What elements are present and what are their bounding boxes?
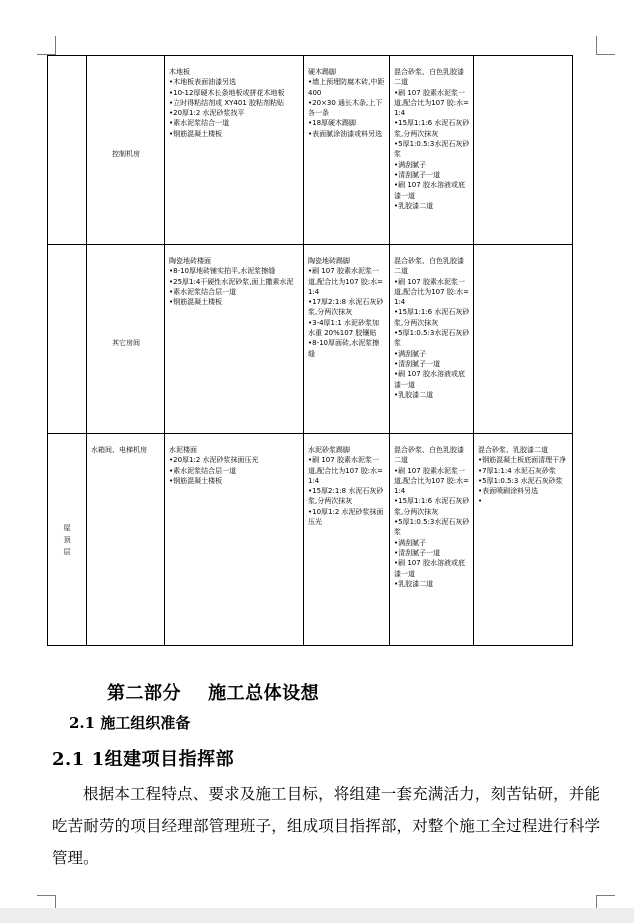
cell-line: •17厚2:1:8 水泥石灰砂浆,分两次抹灰	[308, 298, 384, 317]
cell-line: •刷 107 胶素水泥浆一道,配合比为107 胶:水=1:4	[394, 466, 470, 496]
table-row	[48, 56, 573, 245]
subsection-heading: 2.1 1组建项目指挥部	[52, 749, 235, 770]
cell-line: 混合砂浆、乳胶漆二道	[478, 446, 548, 454]
cell-line: •10-12厚硬木长条地板或拼花木地板	[169, 88, 285, 97]
wall-finish-cell	[390, 56, 474, 245]
room-cell: 控制机房	[87, 56, 165, 245]
cell-line: •5厚1:0.5:3水泥石灰砂浆	[394, 518, 470, 537]
table-row	[48, 245, 573, 434]
cell-line: •8-10厚面砖,水泥浆擦缝	[308, 339, 380, 358]
section-heading: 2.1 施工组织准备	[69, 714, 191, 732]
cell-line: 陶瓷地砖楼面	[169, 257, 211, 265]
ceiling-cell	[474, 245, 573, 434]
cell-line: •表面腻涂油漆或料另选	[308, 129, 383, 138]
floor-label-char: 顶	[63, 535, 71, 544]
cell-line: •清刮腻子一道	[394, 548, 441, 557]
room-cell: 其它房间	[87, 245, 165, 434]
skirting-cell	[304, 434, 390, 646]
cell-line: •15厚2:1:8 水泥石灰砂浆,分两次抹灰	[308, 487, 384, 506]
ceiling-cell	[474, 434, 573, 646]
body-paragraph: 根据本工程特点、要求及施工目标，将组建一套充满活力，刻苦钻研，并能吃苦耐劳的项目经理部管理班子，组成项目指挥部，对整个施工全过程进行科学管理。	[52, 785, 600, 867]
cell-line: •木地板表面油漆另选	[169, 78, 237, 87]
finish-spec-table	[47, 55, 573, 646]
cell-line: 混合砂浆、白色乳胶漆二道	[394, 446, 464, 465]
cell-line: •刷 107 胶水溶液或底漆一道	[394, 559, 465, 578]
wall-finish-cell	[390, 245, 474, 434]
page-bottom-band	[0, 908, 634, 923]
cell-line: •满刮腻子	[394, 538, 427, 547]
floor-finish-cell	[165, 56, 304, 245]
cell-line: •20厚1:2 水泥砂浆抹面压光	[169, 456, 259, 465]
cell-line: •20厚1:2 水泥砂浆找平	[169, 109, 245, 118]
cell-line: •15厚1:1:6 水泥石灰砂浆,分两次抹灰	[394, 497, 470, 516]
cell-line: •满刮腻子	[394, 160, 427, 169]
cell-line: •清刮腻子一道	[394, 170, 441, 179]
cell-line: •	[478, 497, 483, 506]
cell-line: •乳胶漆二道	[394, 201, 434, 210]
table-row	[48, 434, 573, 646]
cell-line: •25厚1:4干硬性水泥砂浆,面上撒素水泥	[169, 277, 294, 286]
cell-line: •5厚1:0.5:3水泥石灰砂浆	[394, 140, 470, 159]
cell-line: •乳胶漆二道	[394, 579, 434, 588]
cell-line: •15厚1:1:6 水泥石灰砂浆,分两次抹灰	[394, 308, 470, 327]
cell-line: 水泥砂浆踢脚	[308, 446, 350, 454]
cell-line: 硬木踢脚	[308, 68, 336, 76]
floor-cell	[48, 434, 87, 646]
cell-line: •刷 107 胶素水泥浆一道,配合比为107 胶:水=1:4	[394, 277, 470, 307]
cell-line: •10厚1:2 水泥砂浆抹面压光	[308, 507, 384, 527]
cell-line: •钢筋混凝土板底面清理干净	[478, 456, 567, 465]
cell-line: •素水泥浆结合层一道	[169, 466, 237, 475]
cell-line: •5厚1:0.5:3水泥石灰砂浆	[394, 329, 470, 348]
cell-line: 水泥楼面	[169, 446, 197, 454]
floor-label-char: 屋	[63, 523, 71, 532]
cell-line: •钢筋混凝土楼板	[169, 129, 223, 138]
cell-line: •3-4厚1:1 水泥砂浆加水重 20%107 胶镶贴	[308, 318, 380, 338]
ceiling-cell	[474, 56, 573, 245]
floor-cell	[48, 245, 87, 434]
cell-line: •20×30 通长木条,上下各一条	[308, 98, 383, 118]
cell-line: •素水泥浆结合层一道	[169, 287, 237, 296]
cell-line: •表面喷刷涂料另选	[478, 487, 539, 496]
cell-line: •立时得粘结剂或 XY401 胶粘剂粘贴	[169, 98, 285, 107]
cell-line: •满刮腻子	[394, 349, 427, 358]
floor-finish-cell	[165, 245, 304, 434]
cell-line: 混合砂浆、白色乳胶漆二道	[394, 68, 464, 87]
skirting-cell	[304, 56, 390, 245]
cell-line: •钢筋混凝土楼板	[169, 476, 223, 485]
crop-mark-top-right	[596, 36, 615, 55]
cell-line: 陶瓷地砖踢脚	[308, 257, 350, 265]
cell-line: •钢筋混凝土楼板	[169, 298, 223, 307]
cell-line: •清刮腻子一道	[394, 359, 441, 368]
room-cell: 水箱间、电梯机房	[87, 434, 165, 646]
crop-mark-top-left	[37, 36, 56, 55]
wall-finish-cell	[390, 434, 474, 646]
cell-line: •刷 107 胶水溶液或底漆一道	[394, 370, 465, 389]
floor-label-char: 层	[63, 547, 71, 556]
part-heading: 第二部分 施工总体设想	[107, 683, 320, 704]
floor-cell	[48, 56, 87, 245]
cell-line: •墙上预埋防腐木砖,中距 400	[308, 78, 387, 97]
cell-line: •素水泥浆结合一道	[169, 119, 230, 128]
cell-line: •乳胶漆二道	[394, 390, 434, 399]
cell-line: •刷 107 胶素水泥浆一道,配合比为107 胶:水=1:4	[394, 88, 470, 118]
cell-line: •刷 107 胶水溶液或底漆一道	[394, 181, 465, 200]
cell-line: •7厚1:1:4 水泥石灰砂浆	[478, 466, 556, 475]
skirting-cell	[304, 245, 390, 434]
cell-line: •8-10厚地砖铺实拍平,水泥浆擦缝	[169, 267, 276, 276]
floor-finish-cell	[165, 434, 304, 646]
cell-line: 木地板	[169, 68, 190, 76]
cell-line: •刷 107 胶素水泥浆一道,配合比为107 胶:水=1:4	[308, 456, 384, 485]
cell-line: •刷 107 胶素水泥浆一道,配合比为107 胶:水=1:4	[308, 267, 384, 296]
cell-line: 混合砂浆、白色乳胶漆二道	[394, 257, 464, 276]
cell-line: •5厚1:0.5:3 水泥石灰砂浆	[478, 476, 563, 485]
cell-line: •15厚1:1:6 水泥石灰砂浆,分两次抹灰	[394, 119, 470, 138]
cell-line: •18厚硬木踢脚	[308, 119, 357, 128]
